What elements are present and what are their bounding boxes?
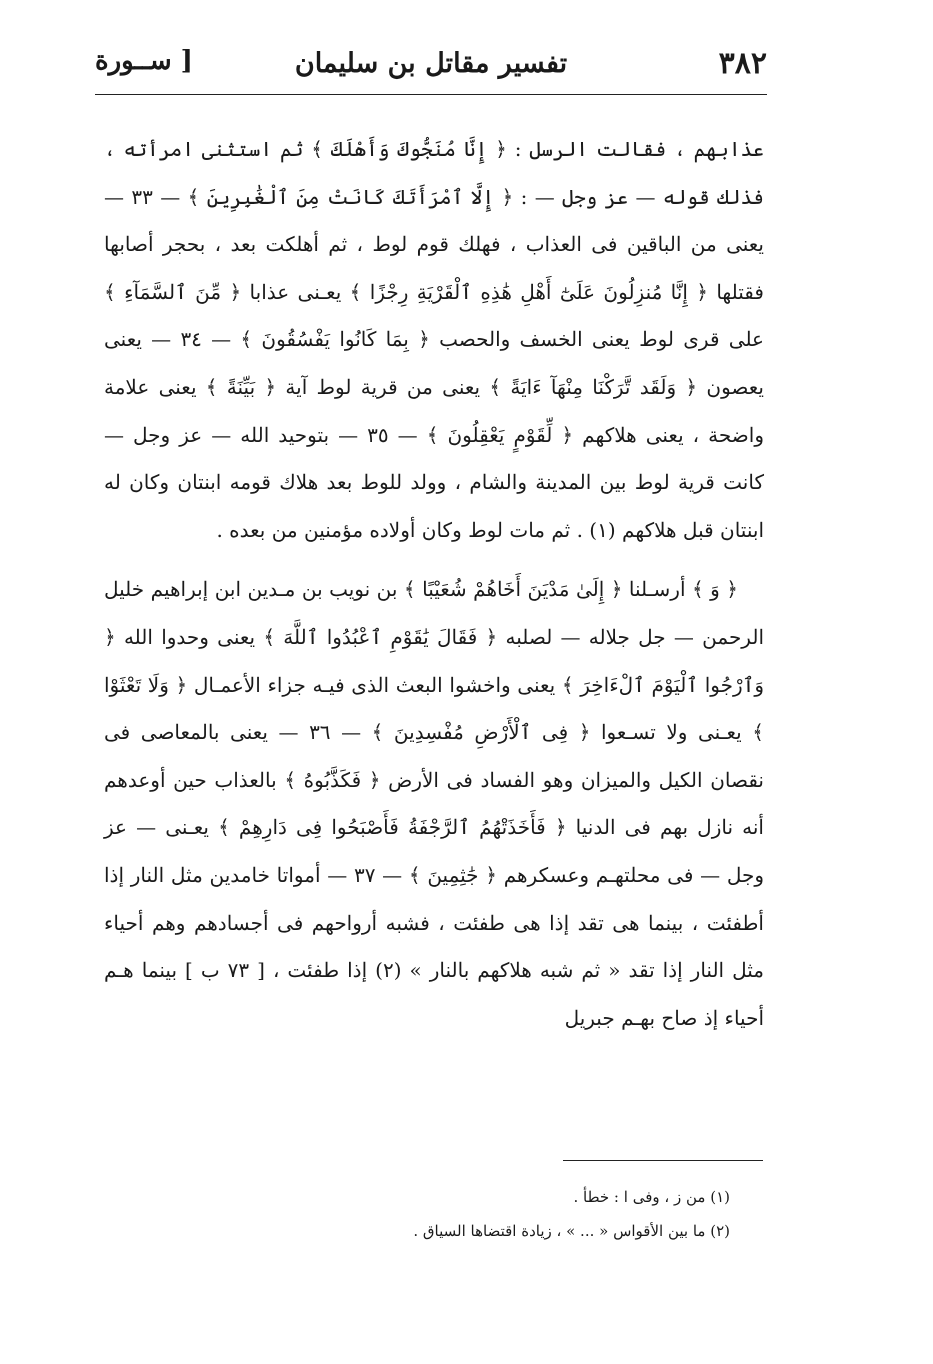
footnote: (٢) ما بين الأقواس « ... » ، زيادة اقتضاها السياق . bbox=[413, 1222, 730, 1240]
body-text bbox=[104, 126, 764, 1042]
page-header bbox=[95, 40, 767, 94]
footnotes bbox=[300, 1180, 730, 1248]
surah-label: [ ســورة bbox=[95, 46, 193, 76]
footnote: (١) من ز ، وفى ا : خطأ . bbox=[573, 1188, 730, 1206]
header-divider bbox=[95, 94, 767, 95]
paragraph: ﴿ وَ ﴾ أرسـلنا ﴿ إِلَىٰ مَدْيَنَ أَخَاهُمْ شُعَيْبًا ﴾ بن نويب بن مـدين ابن إبراهيم خليل الرحمن — جل جلاله — لصلبه ﴿ فَقَالَ يَٰقَوْمِ ٱعْبُدُوا ٱللَّهَ ﴾ يعنى وحدوا الله ﴿ وَٱرْجُوا ٱلْيَوْمَ ٱلْءَاخِرَ ﴾ يعنى واخشوا البعث الذى فيـه جزاء الأعمـال ﴿ وَلَا تَعْثَوْا ﴾ يعـنى ولا تسـعوا ﴿ فِى ٱلْأَرْضِ مُفْسِدِينَ ﴾ — ٣٦ — يعنى بالمعاصى فى نقصان الكيل والميزان وهو الفساد فى الأرض ﴿ فَكَذَّبُوهُ ﴾ بالعذاب حين أوعدهم أنه نازل بهم فى الدنيا ﴿ فَأَخَذَتْهُمُ ٱلرَّجْفَةُ فَأَصْبَحُوا فِى دَارِهِمْ ﴾ يعـنى — عز وجل — فى محلتهـم وعسكرهم ﴿ جَٰثِمِينَ ﴾ — ٣٧ — أمواتا خامدين مثل النار إذا أطفئت ، بينما هى تقد إذا هى طفئت ، فشبه أرواحهم فى أجسادهم وهم أحياء مثل النار إذا تقد « ثم شبه هلاكهم بالنار » (٢) إذا طفئت ، [ ٧٣ ب ] بينما هـم أحياء إذ صاح بهـم جبريل bbox=[104, 577, 765, 1030]
page-number: ٣٨٢ bbox=[718, 46, 767, 81]
running-title: تفسير مقاتل بن سليمان bbox=[294, 48, 568, 79]
footnote-divider bbox=[563, 1160, 763, 1161]
paragraph: عذابهم ، فقالت الرسل : ﴿ إِنَّا مُنَجُّوكَ وَأَهْلَكَ ﴾ ثم استثنى امرأته ، فذلك قوله — عز وجل — : ﴿ إِلَّا ٱمْرَأَتَكَ كَانَتْ مِنَ ٱلْغَٰبِرِينَ ﴾ — ٣٣ — يعنى من الباقين فى العذاب ، فهلك قوم لوط ، ثم أهلكت بعد ، بحجر أصابها فقتلها ﴿ إِنَّا مُنزِلُونَ عَلَىٰٓ أَهْلِ هَٰذِهِ ٱلْقَرْيَةِ رِجْزًا ﴾ يعـنى عذابا ﴿ مِّنَ ٱلسَّمَآءِ ﴾ على قرى لوط يعنى الخسف والحصب ﴿ بِمَا كَانُوا يَفْسُقُونَ ﴾ — ٣٤ — يعنى يعصون ﴿ وَلَقَد تَّرَكْنَا مِنْهَآ ءَايَةً ﴾ يعنى من قرية لوط آية ﴿ بَيِّنَةً ﴾ يعنى علامة واضحة ، يعنى هلاكهم ﴿ لِّقَوْمٍ يَعْقِلُونَ ﴾ — ٣٥ — بتوحيد الله — عز وجل — كانت قرية لوط بين المدينة والشام ، وولد للوط بعد هلاك قومه ابنتان وكان له ابنتان قبل هلاكهم (١) . ثم مات لوط وكان أولاده مؤمنين من بعده . bbox=[104, 137, 764, 542]
